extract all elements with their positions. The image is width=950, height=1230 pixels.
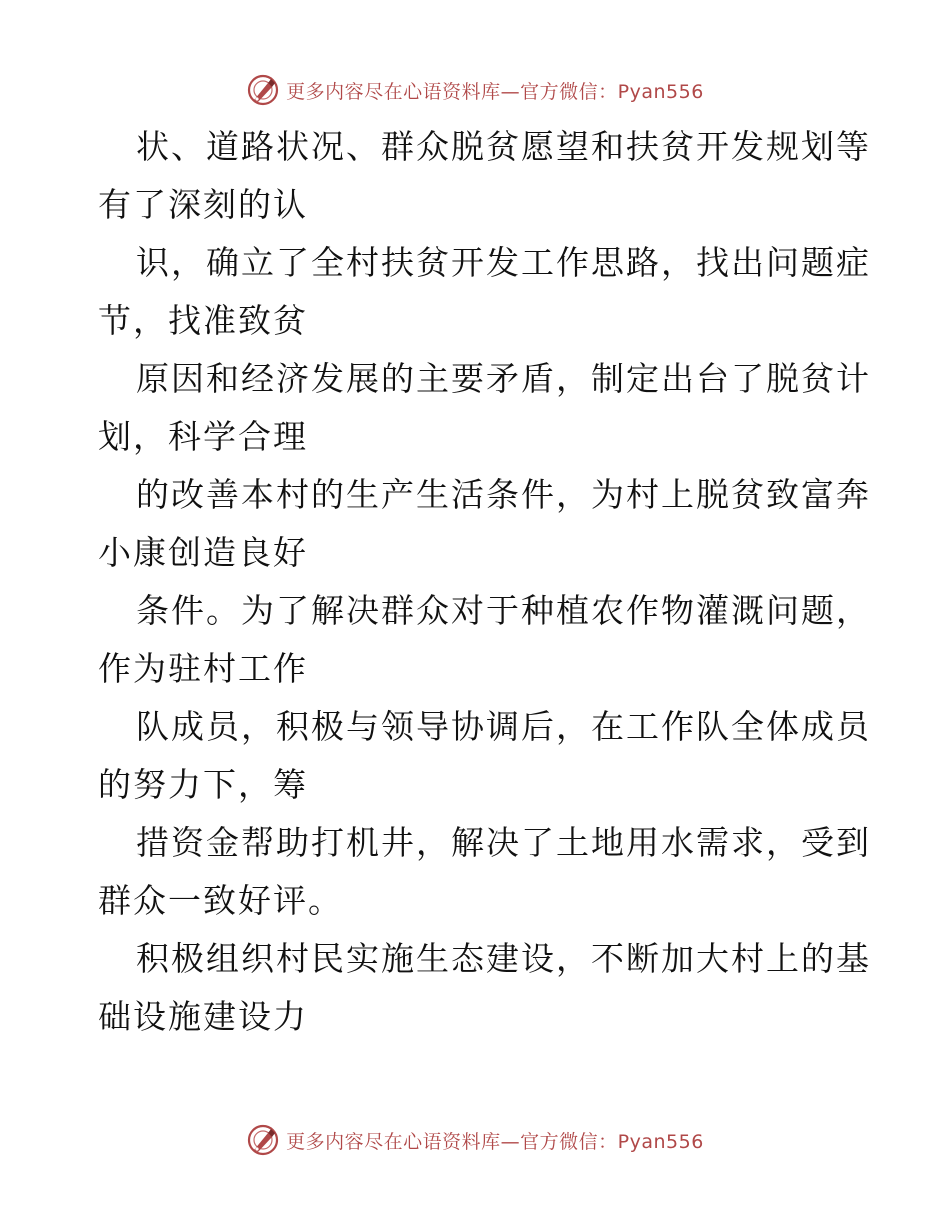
text-line: 识，确立了全村扶贫开发工作思路，找出问题症 (136, 243, 871, 282)
header-banner-text: 更多内容尽在心语资料库—官方微信：Pyan556 (286, 80, 704, 103)
text-line: 的改善本村的生产生活条件，为村上脱贫致富奔 (136, 475, 871, 514)
text-line: 原因和经济发展的主要矛盾，制定出台了脱贫计 (136, 359, 871, 398)
text-line: 小康创造良好 (98, 533, 308, 572)
text-line: 有了深刻的认 (98, 185, 308, 224)
text-line: 础设施建设力 (98, 997, 308, 1036)
pen-logo-icon (246, 1123, 280, 1157)
text-line: 措资金帮助打机井，解决了土地用水需求，受到 (136, 823, 871, 862)
text-line: 条件。为了解决群众对于种植农作物灌溉问题， (136, 591, 871, 630)
text-line: 积极组织村民实施生态建设，不断加大村上的基 (136, 939, 871, 978)
pen-logo-icon (246, 73, 280, 107)
footer-banner (0, 1120, 950, 1160)
text-line: 节，找准致贫 (98, 301, 308, 340)
text-line: 状、道路状况、群众脱贫愿望和扶贫开发规划等 (136, 127, 871, 166)
text-line: 划，科学合理 (98, 417, 308, 456)
text-line: 群众一致好评。 (98, 881, 343, 920)
text-line: 作为驻村工作 (98, 649, 308, 688)
document-body (98, 118, 871, 1046)
header-banner (0, 70, 950, 110)
text-line: 的努力下，筹 (98, 765, 308, 804)
footer-banner-text: 更多内容尽在心语资料库—官方微信：Pyan556 (286, 1130, 704, 1153)
text-line: 队成员，积极与领导协调后，在工作队全体成员 (136, 707, 871, 746)
